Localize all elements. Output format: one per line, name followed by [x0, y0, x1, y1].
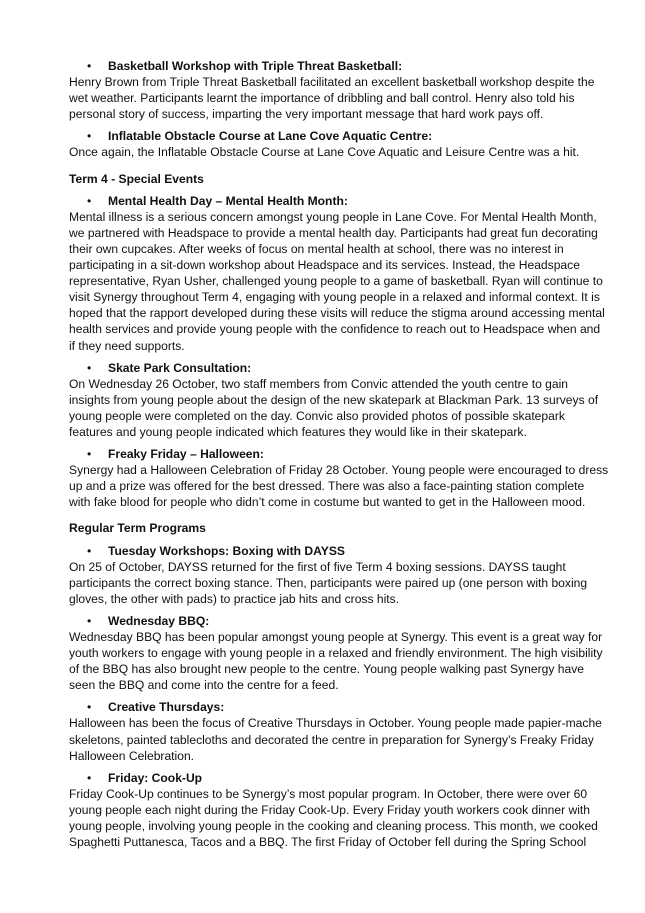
bullet-icon: •: [87, 59, 92, 73]
document-page: [69, 58, 609, 850]
bullet-title: Basketball Workshop with Triple Threat Basketball:: [108, 59, 403, 73]
bullet-icon: •: [87, 613, 92, 628]
paragraph: Friday Cook-Up continues to be Synergy’s most popular program. In October, there were over 60 young people each night during the Friday Cook-Up. Every Friday youth workers cook dinner with young people, involving young people in the cooking and cleaning process. This month, we cooked Spaghetti Puttanesca, Tacos and a BBQ. The first Friday of October fell during the Spring School: [69, 786, 598, 850]
paragraph: Henry Brown from Triple Threat Basketball facilitated an excellent basketball workshop despite the wet weather. Participants learnt the importance of dribbling and ball control. Henry also told his personal story of success, imparting the very important message that hard work pays off.: [69, 75, 595, 122]
bullet-title: Freaky Friday – Halloween:: [108, 447, 264, 462]
bullet-heading: [69, 58, 609, 74]
paragraph: Wednesday BBQ has been popular amongst young people at Synergy. This event is a great way for youth workers to engage with young people in a relaxed and friendly environment. The high visibility of the BBQ has also brought new people to the centre. Young people walking past Synergy have seen the BBQ and come into the centre for a feed.: [69, 630, 603, 693]
bullet-heading: [69, 193, 609, 209]
bullet-title: Skate Park Consultation:: [108, 360, 252, 375]
section-heading: Regular Term Programs: [69, 521, 206, 536]
bullet-icon: •: [87, 700, 92, 715]
bullet-icon: •: [87, 193, 92, 208]
paragraph: On Wednesday 26 October, two staff members from Convic attended the youth centre to gain insights from young people about the design of the new skatepark at Blackman Park. 13 surveys of young people were completed on the day. Convic also provided photos of possible skatepark features and young people indicated which features they would like in their skatepark.: [69, 376, 599, 439]
bullet-heading: [69, 613, 609, 629]
paragraph: Once again, the Inflatable Obstacle Course at Lane Cove Aquatic and Leisure Centre was a hit.: [69, 145, 580, 160]
paragraph: On 25 of October, DAYSS returned for the first of five Term 4 boxing sessions. DAYSS taught participants the correct boxing stance. Then, participants were paired up (one person with boxing gloves, the other with pads) to practice jab hits and cross hits.: [69, 559, 588, 606]
paragraph: Halloween has been the focus of Creative Thursdays in October. Young people made papier-mache skeletons, painted tablecloths and decorated the centre in preparation for Synergy’s Freaky Friday Halloween Celebration.: [69, 716, 602, 763]
bullet-title: Wednesday BBQ:: [108, 613, 210, 628]
bullet-title: Creative Thursdays:: [108, 700, 225, 715]
bullet-title: Inflatable Obstacle Course at Lane Cove Aquatic Centre:: [108, 129, 433, 144]
bullet-heading: [69, 128, 609, 144]
bullet-icon: •: [87, 543, 92, 558]
bullet-heading: [69, 360, 609, 376]
section-heading: Term 4 - Special Events: [69, 171, 204, 186]
bullet-heading: [69, 770, 609, 786]
bullet-icon: •: [87, 770, 92, 785]
bullet-title: Mental Health Day – Mental Health Month:: [108, 193, 348, 208]
bullet-title: Tuesday Workshops: Boxing with DAYSS: [108, 543, 345, 558]
bullet-icon: •: [87, 129, 92, 144]
paragraph: Mental illness is a serious concern amongst young people in Lane Cove. For Mental Health Month, we partnered with Headspace to provide a mental health day. Participants had great fun decorating their own cupcakes. After weeks of focus on mental health at school, there was no interest in participating in a sit-down workshop about Headspace and its services. Instead, the Headspace representative, Ryan Usher, challenged young people to a game of basketball. Ryan will continue to visit Synergy throughout Term 4, engaging with young people in a relaxed and informal context. It is hoped that the rapport developed during these visits will reduce the stigma around accessing mental health services and provide young people with the confidence to reach out to Headspace when and if they need supports.: [69, 209, 605, 353]
paragraph: Synergy had a Halloween Celebration of Friday 28 October. Young people were encouraged to dress up and a prize was offered for the best dressed. There was also a face-painting station complete with fake blood for people who didn’t come in costume but wanted to get in the Halloween mood.: [69, 463, 609, 510]
bullet-heading: [69, 543, 609, 559]
bullet-icon: •: [87, 447, 92, 462]
bullet-icon: •: [87, 360, 92, 375]
bullet-title: Friday: Cook-Up: [108, 770, 203, 785]
bullet-heading: [69, 699, 609, 715]
bullet-heading: [69, 446, 609, 462]
